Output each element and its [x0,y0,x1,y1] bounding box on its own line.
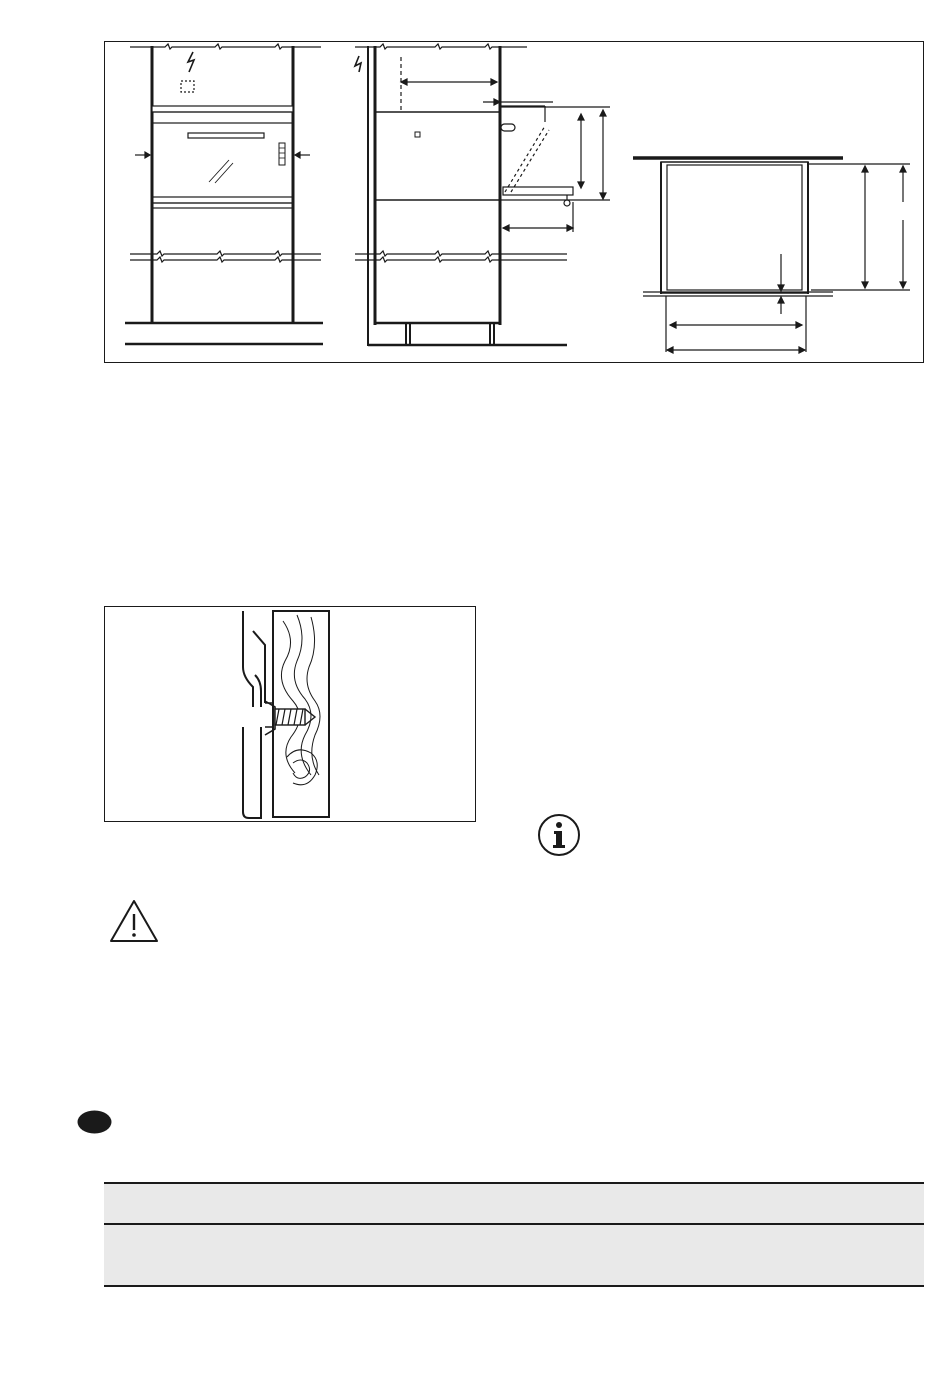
installation-drawing [105,42,925,364]
installation-dimension-figure [104,41,924,363]
side-view [355,44,610,346]
top-view [633,158,910,353]
spec-table-header-cell [104,1184,924,1204]
spec-table-row-cell [104,1225,924,1245]
screw-detail-drawing [105,607,477,823]
spec-table [104,1182,924,1287]
language-badge-icon [77,1110,112,1134]
spec-table-header [104,1182,924,1223]
warning-triangle-icon [108,898,160,944]
front-view [125,44,323,344]
screw-fixing-figure [104,606,476,822]
info-icon [537,813,581,857]
spec-table-row [104,1223,924,1287]
